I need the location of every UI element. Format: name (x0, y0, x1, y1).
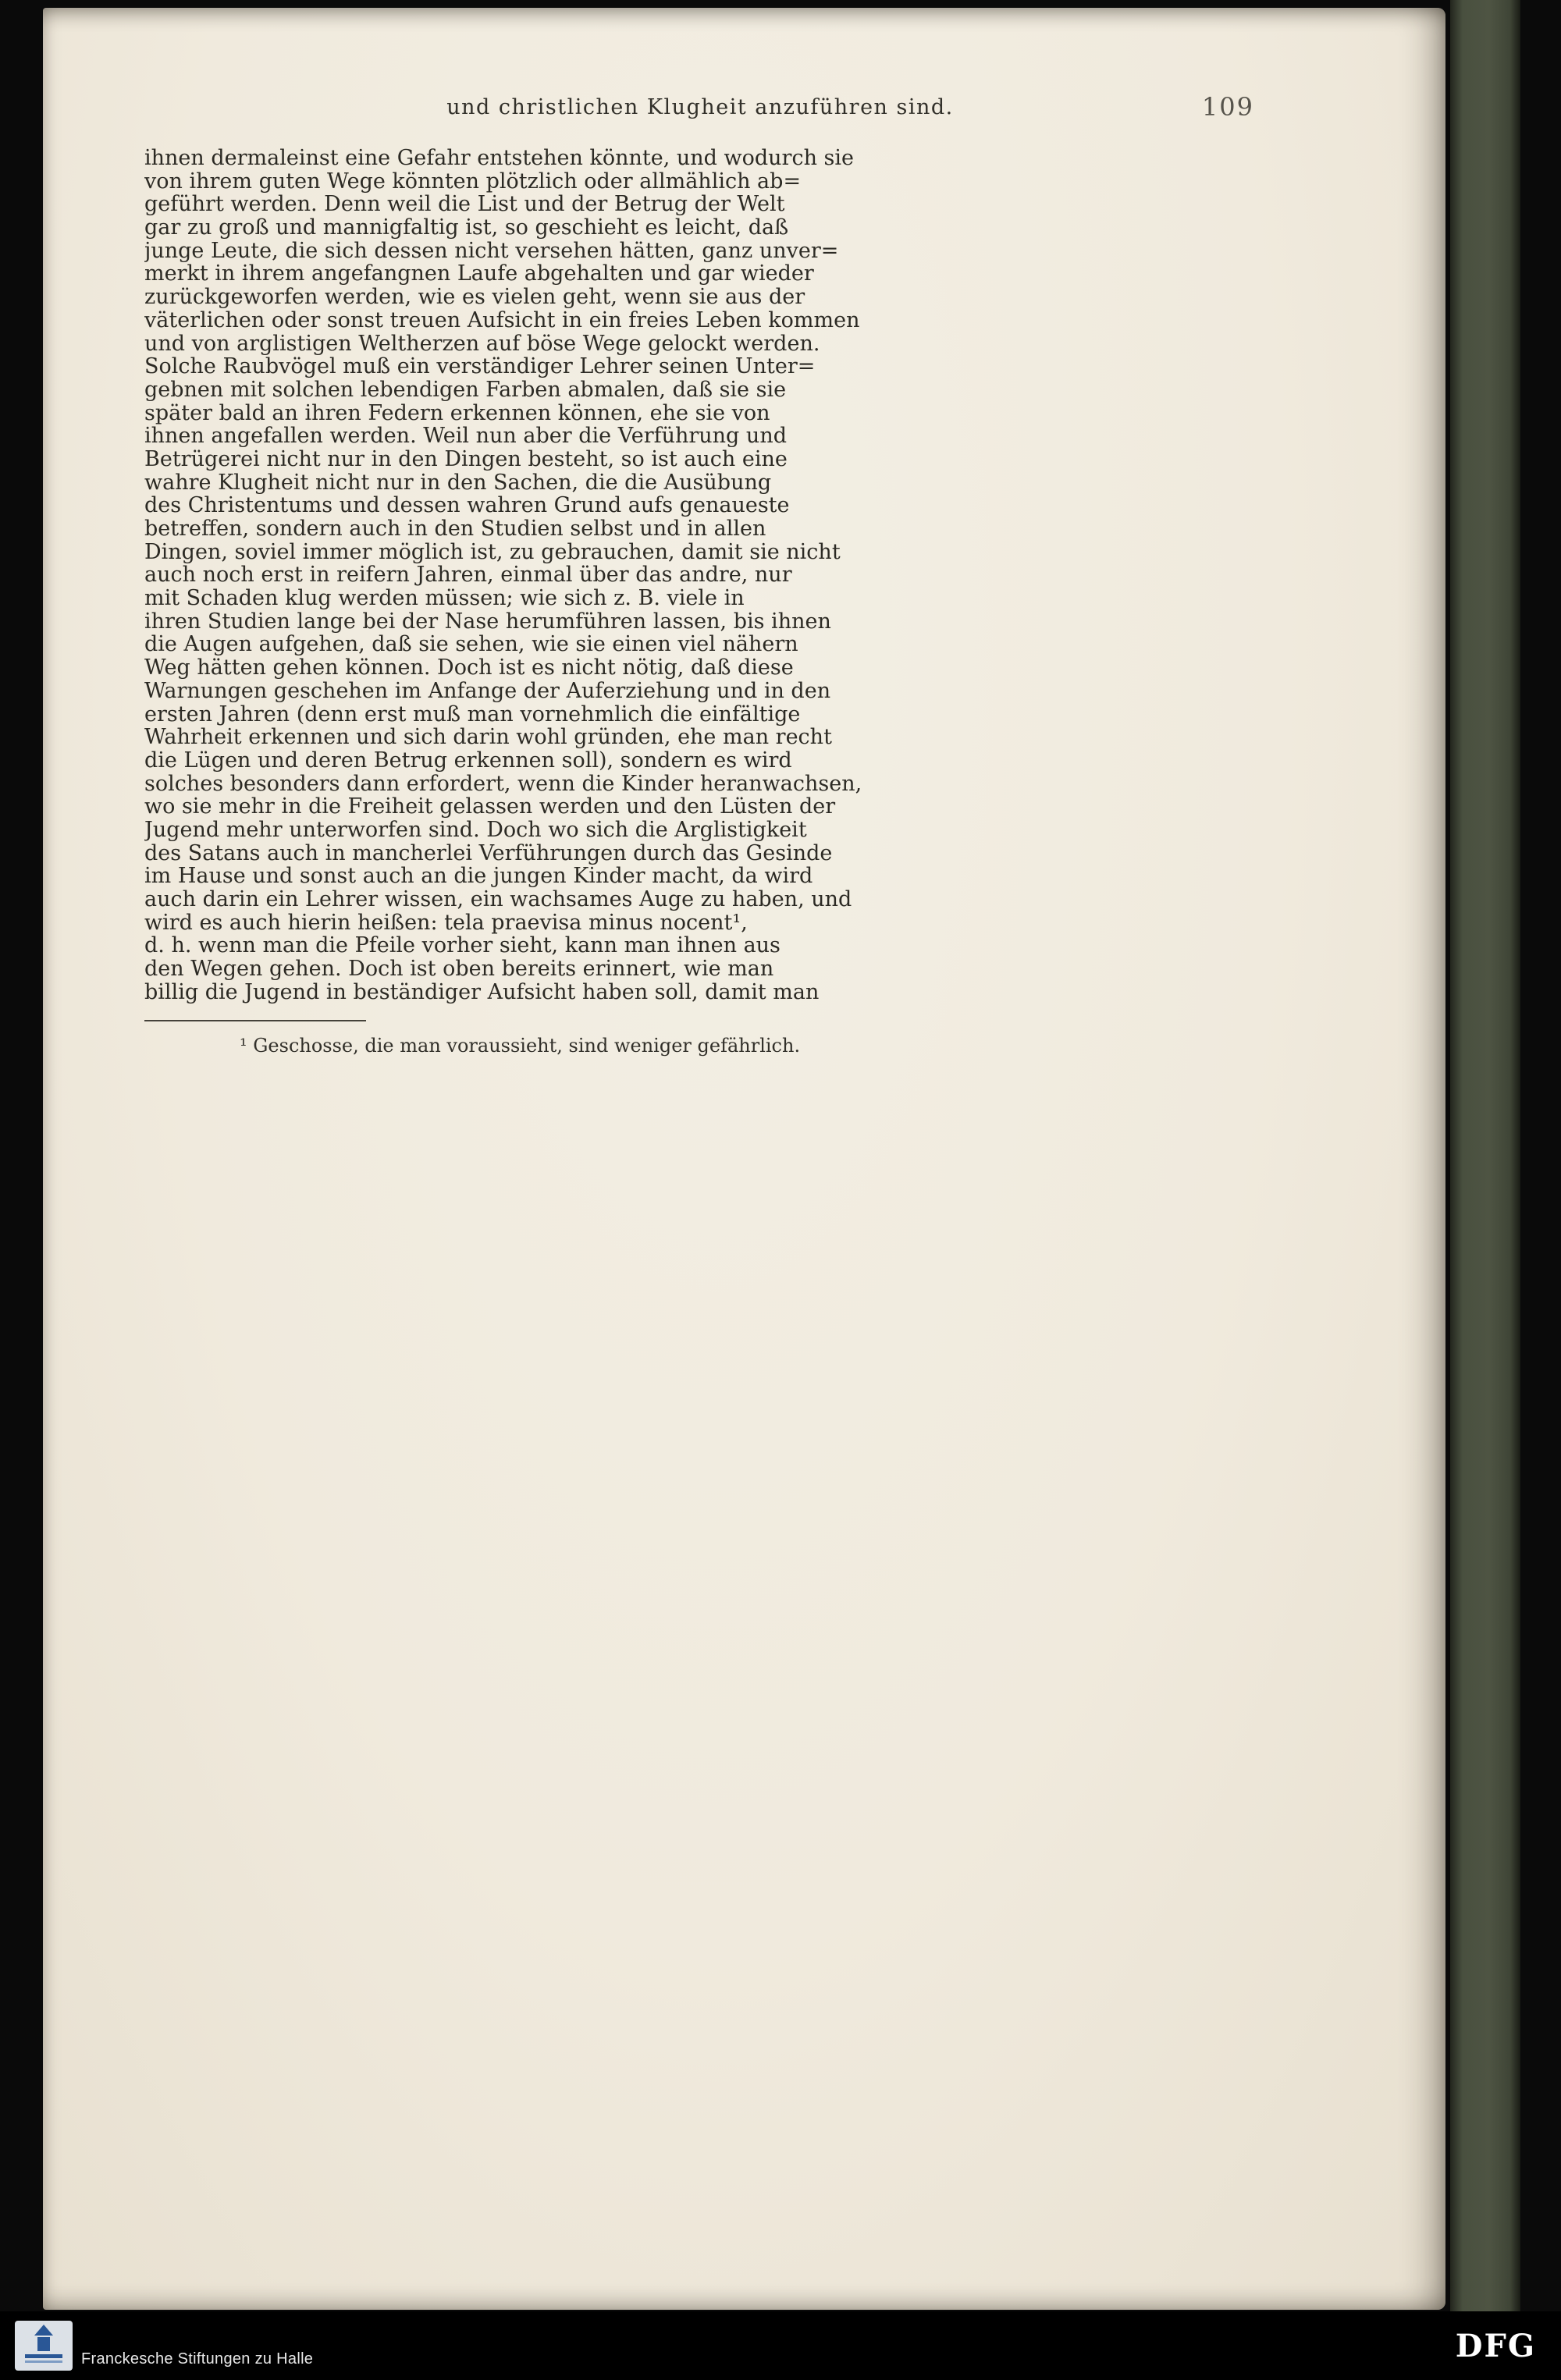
text-line: Solche Raubvögel muß ein verständiger Lehrer seinen Unter= (144, 355, 816, 378)
page-header (144, 92, 1256, 126)
book-page (43, 8, 1445, 2310)
text-line: wahre Klugheit nicht nur in den Sachen, die die Ausübung (144, 471, 772, 495)
text-line: wird es auch hierin heißen: tela praevisa minus nocent¹, (144, 911, 748, 935)
text-line: später bald an ihren Federn erkennen können, ehe sie von (144, 401, 770, 425)
text-line: Dingen, soviel immer möglich ist, zu gebrauchen, damit sie nicht (144, 540, 841, 564)
text-line: gar zu groß und mannigfaltig ist, so geschieht es leicht, daß (144, 216, 789, 240)
text-line: Warnungen geschehen im Anfange der Auferziehung und in den (144, 679, 831, 703)
text-line: die Lügen und deren Betrug erkennen soll), sondern es wird (144, 748, 792, 773)
footnote-divider (144, 1020, 366, 1021)
text-line: ersten Jahren (denn erst muß man vornehmlich die einfältige (144, 702, 801, 726)
text-line: Betrügerei nicht nur in den Dingen besteht, so ist auch eine (144, 447, 788, 471)
footer-left-group (14, 2320, 313, 2371)
text-line: des Satans auch in mancherlei Verführungen durch das Gesinde (144, 841, 833, 865)
book-cover-edge (1450, 0, 1520, 2311)
text-line: auch noch erst in reifern Jahren, einmal über das andre, nur (144, 563, 792, 588)
running-title: und christlichen Klugheit anzuführen sind. (446, 95, 954, 119)
text-line: Weg hätten gehen können. Doch ist es nicht nötig, daß diese (144, 656, 794, 680)
text-line: ihren Studien lange bei der Nase herumführen lassen, bis ihnen (144, 609, 831, 634)
text-line: betreffen, sondern auch in den Studien selbst und in allen (144, 517, 766, 541)
text-line: den Wegen gehen. Doch ist oben bereits erinnert, wie man (144, 957, 774, 981)
text-line: gebnen mit solchen lebendigen Farben abmalen, daß sie sie (144, 378, 787, 402)
text-line: merkt in ihrem angefangnen Laufe abgehalten und gar wieder (144, 262, 814, 286)
text-line: Jugend mehr unterworfen sind. Doch wo sich die Arglistigkeit (144, 818, 807, 842)
text-line: im Hause und sonst auch an die jungen Kinder macht, da wird (144, 865, 813, 888)
text-line: auch darin ein Lehrer wissen, ein wachsames Auge zu haben, und (144, 888, 852, 911)
page-number: 109 (1201, 92, 1254, 122)
text-line: wo sie mehr in die Freiheit gelassen werden und den Lüsten der (144, 795, 836, 819)
text-line: junge Leute, die sich dessen nicht versehen hätten, ganz unver= (144, 239, 839, 263)
text-line: von ihrem guten Wege könnten plötzlich oder allmählich ab= (144, 169, 802, 194)
footnote: ¹ Geschosse, die man voraussieht, sind weniger gefährlich. (240, 1035, 801, 1057)
text-line: zurückgeworfen werden, wie es vielen geht, wenn sie aus der (144, 286, 805, 309)
text-line: d. h. wenn man die Pfeile vorher sieht, kann man ihnen aus (144, 934, 780, 958)
institution-name: Franckesche Stiftungen zu Halle (81, 2350, 314, 2368)
text-line: die Augen aufgehen, daß sie sehen, wie sie einen viel nähern (144, 633, 798, 657)
dfg-logo: DFG (1455, 2327, 1536, 2364)
text-line: des Christentums und dessen wahren Grund aufs genaueste (144, 494, 790, 517)
text-line: mit Schaden klug werden müssen; wie sich z. B. viele in (144, 587, 745, 610)
text-line: ihnen angefallen werden. Weil nun aber die Verführung und (144, 424, 787, 448)
text-line: geführt werden. Denn weil die List und der Betrug der Welt (144, 193, 785, 217)
text-line: väterlichen oder sonst treuen Aufsicht in ein freies Leben kommen (144, 308, 860, 332)
text-line: ihnen dermaleinst eine Gefahr entstehen könnte, und wodurch sie (144, 147, 855, 170)
text-line: solches besonders dann erfordert, wenn die Kinder heranwachsen, (144, 772, 862, 796)
franckesche-stiftungen-logo-icon (14, 2320, 73, 2371)
text-line: billig die Jugend in beständiger Aufsicht haben soll, damit man (144, 980, 820, 1004)
text-line: und von arglistigen Weltherzen auf böse Wege gelockt werden. (144, 332, 820, 356)
text-line: Wahrheit erkennen und sich darin wohl gründen, ehe man recht (144, 726, 832, 749)
digitization-footer (0, 2311, 1561, 2380)
body-text (144, 147, 1256, 1004)
